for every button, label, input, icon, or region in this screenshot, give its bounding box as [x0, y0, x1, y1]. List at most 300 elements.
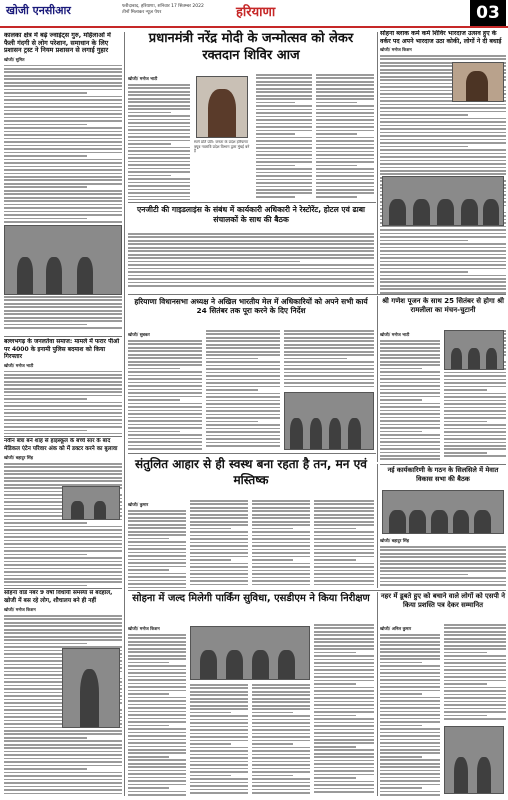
text-line — [4, 197, 122, 199]
text-line — [380, 378, 440, 380]
text-line — [4, 381, 122, 383]
text-line — [4, 75, 122, 77]
text-line — [4, 581, 122, 583]
lead-body-col2 — [256, 74, 312, 200]
text-line — [444, 624, 506, 626]
text-line — [252, 757, 310, 759]
text-line — [256, 98, 312, 100]
text-line — [252, 503, 310, 505]
text-line — [128, 410, 202, 412]
text-line — [4, 423, 122, 425]
text-line — [380, 268, 506, 270]
text-line — [4, 758, 122, 760]
text-line — [128, 552, 186, 554]
text-line — [128, 587, 186, 588]
text-line — [128, 756, 169, 758]
text-line — [380, 637, 440, 639]
text-line — [256, 140, 312, 142]
text-line — [128, 651, 186, 653]
text-line — [190, 545, 248, 547]
text-line — [128, 676, 186, 678]
story-parking-col4 — [314, 624, 374, 796]
text-line — [128, 271, 374, 273]
text-line — [380, 721, 440, 723]
text-line — [252, 549, 310, 551]
text-line — [190, 694, 248, 696]
story-body — [4, 296, 122, 329]
text-line — [444, 407, 506, 409]
text-line — [4, 169, 122, 171]
text-line — [190, 531, 248, 533]
text-line — [128, 91, 190, 93]
story-byline: खोजी/ सुमित — [4, 56, 25, 62]
text-line — [4, 578, 122, 580]
text-line — [128, 371, 202, 373]
text-line — [444, 662, 506, 664]
text-line — [284, 330, 374, 332]
text-line — [256, 88, 312, 90]
text-line — [128, 777, 186, 779]
lead-body-col3 — [316, 74, 374, 200]
text-line — [190, 757, 248, 759]
text-line — [190, 736, 248, 738]
text-line — [314, 566, 374, 568]
text-line — [4, 557, 122, 559]
text-line — [380, 773, 440, 775]
text-line — [4, 299, 122, 301]
text-line — [380, 641, 440, 643]
text-line — [128, 171, 190, 173]
text-line — [444, 372, 506, 374]
text-line — [314, 701, 374, 703]
text-line — [128, 534, 186, 536]
text-line — [380, 697, 440, 699]
text-line — [444, 379, 506, 381]
text-line — [128, 112, 171, 114]
text-line — [314, 676, 374, 678]
text-line — [256, 186, 312, 188]
text-line — [4, 82, 122, 84]
text-line — [128, 773, 186, 775]
text-line — [444, 393, 506, 395]
text-line — [314, 652, 356, 654]
text-line — [4, 155, 87, 157]
text-line — [128, 634, 186, 636]
text-line — [444, 442, 506, 444]
text-line — [4, 106, 122, 108]
text-line — [4, 193, 122, 195]
story-body — [4, 65, 122, 228]
text-line — [4, 306, 122, 308]
text-line — [252, 789, 310, 791]
text-line — [206, 435, 280, 437]
text-line — [256, 105, 312, 107]
text-line — [190, 719, 248, 721]
text-line — [128, 87, 190, 89]
text-line — [444, 648, 506, 650]
text-line — [380, 434, 440, 436]
text-line — [128, 389, 202, 391]
text-line — [252, 792, 310, 794]
text-line — [190, 743, 231, 745]
text-line — [316, 130, 374, 132]
text-line — [314, 784, 374, 786]
text-line — [128, 718, 186, 720]
text-line — [206, 410, 280, 412]
text-line — [316, 192, 374, 194]
story-ramleela-col1 — [380, 330, 440, 462]
text-line — [4, 68, 122, 70]
text-line — [190, 566, 248, 568]
text-line — [128, 182, 190, 184]
text-line — [252, 535, 310, 537]
text-line — [284, 365, 374, 367]
text-line — [380, 759, 440, 761]
text-line — [128, 375, 202, 377]
text-line — [206, 375, 280, 377]
text-line — [4, 433, 122, 434]
text-line — [128, 655, 186, 657]
text-line — [380, 271, 468, 273]
text-line — [252, 782, 310, 784]
text-line — [128, 531, 186, 533]
text-line — [314, 732, 374, 734]
text-line — [380, 651, 440, 653]
text-line — [190, 715, 248, 717]
text-line — [128, 101, 190, 103]
text-line — [380, 142, 506, 144]
text-line — [252, 584, 310, 586]
text-line — [380, 375, 440, 377]
story-headline: संतुलित आहार से ही स्वस्थ बना रहता है तन, मन एवं मस्तिष्क — [135, 457, 367, 487]
text-line — [4, 374, 122, 376]
text-line — [314, 687, 374, 689]
text-line — [380, 420, 440, 422]
text-line — [190, 542, 248, 544]
text-line — [252, 736, 310, 738]
text-line — [316, 165, 357, 167]
text-line — [256, 130, 312, 132]
text-line — [256, 102, 295, 104]
text-line — [4, 159, 122, 161]
text-line — [128, 233, 374, 235]
story-left-top — [4, 32, 122, 227]
text-line — [252, 719, 310, 721]
text-line — [206, 333, 280, 335]
text-line — [190, 684, 248, 686]
text-line — [128, 441, 202, 443]
text-line — [380, 135, 506, 137]
text-line — [380, 655, 440, 657]
text-line — [314, 666, 374, 668]
text-line — [4, 526, 122, 528]
text-line — [128, 129, 190, 131]
text-line — [206, 382, 280, 384]
text-line — [380, 121, 506, 123]
text-line — [444, 627, 506, 629]
text-line — [380, 354, 440, 356]
text-line — [4, 186, 87, 188]
text-line — [380, 250, 506, 252]
text-line — [128, 427, 202, 429]
text-line — [128, 669, 186, 671]
story-ngt-headline-box — [128, 205, 374, 231]
text-line — [190, 573, 248, 575]
lead-headline: प्रधानमंत्री नरेंद्र मोदी के जन्मोत्सव को लेकर रक्तदान शिविर आज — [148, 31, 354, 63]
text-line — [190, 510, 248, 512]
text-line — [252, 507, 310, 509]
text-line — [128, 714, 186, 716]
text-line — [128, 746, 186, 748]
text-line — [252, 747, 310, 749]
text-line — [128, 357, 202, 359]
text-line — [128, 175, 171, 177]
text-line — [128, 420, 202, 422]
text-line — [256, 154, 312, 156]
text-line — [380, 735, 440, 737]
text-line — [128, 278, 374, 280]
text-line — [380, 693, 422, 695]
text-line — [380, 118, 506, 120]
story-byline: खोजी/ मनोज किशन — [380, 47, 412, 52]
text-line — [190, 761, 248, 763]
text-line — [190, 549, 248, 551]
edition-date: फरीदाबाद, हरियाणा, शनिवार 17 सितम्बर 2022 — [122, 4, 204, 9]
text-line — [314, 655, 374, 657]
text-line — [190, 507, 248, 509]
text-line — [4, 141, 122, 143]
text-line — [314, 563, 374, 565]
text-line — [128, 350, 202, 352]
text-line — [128, 185, 190, 187]
text-line — [284, 386, 374, 388]
text-line — [316, 151, 374, 153]
text-line — [128, 672, 186, 674]
text-line — [128, 275, 374, 277]
text-line — [252, 778, 310, 780]
story-diet-headline-box — [128, 456, 374, 496]
text-line — [444, 455, 506, 457]
text-line — [4, 768, 87, 770]
section-title: हरियाणा — [236, 5, 276, 20]
text-line — [316, 95, 374, 97]
text-line — [252, 771, 310, 773]
text-line — [128, 510, 186, 512]
text-line — [128, 192, 190, 194]
text-line — [380, 567, 506, 569]
text-line — [380, 417, 440, 419]
text-line — [256, 81, 312, 83]
text-line — [380, 739, 440, 741]
story-assembly-col3 — [284, 330, 374, 390]
text-line — [314, 760, 374, 762]
text-line — [380, 560, 506, 562]
text-line — [380, 787, 422, 789]
text-line — [316, 179, 374, 181]
text-line — [4, 426, 122, 428]
text-line — [4, 176, 122, 178]
text-line — [128, 770, 186, 772]
text-line — [314, 767, 374, 769]
text-line — [444, 652, 487, 654]
text-line — [128, 268, 374, 270]
text-line — [128, 361, 202, 363]
text-line — [190, 701, 248, 703]
lead-headline-box — [128, 30, 374, 72]
text-line — [252, 538, 310, 540]
text-line — [4, 145, 122, 147]
text-line — [128, 697, 186, 699]
text-line — [252, 708, 310, 710]
text-line — [380, 240, 468, 242]
text-line — [206, 403, 280, 405]
text-line — [252, 524, 310, 526]
text-line — [316, 154, 374, 156]
text-line — [128, 438, 202, 440]
text-line — [190, 782, 248, 784]
text-line — [380, 107, 506, 109]
text-line — [380, 714, 440, 716]
text-line — [4, 166, 122, 168]
text-line — [252, 785, 310, 787]
text-line — [128, 665, 186, 667]
text-line — [190, 687, 248, 689]
text-line — [252, 694, 310, 696]
text-line — [128, 693, 169, 695]
text-line — [314, 648, 374, 650]
news-photo — [382, 176, 504, 226]
text-line — [380, 264, 506, 266]
text-line — [4, 636, 122, 638]
text-line — [4, 207, 122, 209]
text-line — [380, 236, 506, 238]
text-line — [314, 510, 374, 512]
text-line — [4, 324, 87, 326]
text-line — [380, 146, 468, 148]
text-line — [380, 679, 440, 681]
text-line — [252, 761, 310, 763]
text-line — [128, 403, 202, 405]
text-line — [380, 139, 506, 141]
text-line — [128, 739, 186, 741]
text-line — [190, 570, 248, 572]
text-line — [380, 746, 440, 748]
text-line — [4, 310, 122, 312]
text-line — [4, 214, 122, 216]
text-line — [128, 690, 186, 692]
text-line — [314, 715, 356, 717]
text-line — [128, 759, 186, 761]
story-headline: सोहना में जल्द मिलेगी पार्किंग सुविधा, एसडीएम ने किया निरीक्षण — [132, 593, 370, 604]
text-line — [284, 340, 374, 342]
story-body — [4, 371, 122, 435]
story-parking-col3 — [252, 684, 310, 796]
text-line — [380, 247, 506, 249]
edition-note: तीनों मिलाकर न्यूज़ पेपर — [122, 10, 162, 15]
text-line — [128, 434, 202, 436]
photo-caption: स्वर्ग प्रति प्रति: जनता के प्रदेश हरियाणा क्यूब नवरात्रि प्रदेश विभाग द्वारा मुंबई बने है — [194, 140, 250, 154]
edition-info — [122, 4, 232, 16]
text-line — [380, 254, 506, 256]
text-line — [128, 520, 186, 522]
text-line — [206, 389, 258, 391]
text-line — [128, 150, 190, 152]
text-line — [128, 679, 186, 681]
text-line — [4, 779, 122, 781]
text-line — [128, 143, 171, 145]
text-line — [4, 200, 122, 202]
text-line — [316, 158, 374, 160]
text-line — [380, 357, 440, 359]
text-line — [380, 403, 440, 405]
text-line — [316, 137, 374, 139]
text-line — [190, 789, 248, 791]
text-line — [444, 701, 506, 703]
text-line — [4, 522, 87, 524]
story-assembly-col1 — [128, 330, 202, 450]
text-line — [380, 763, 440, 765]
text-line — [314, 638, 374, 640]
text-line — [256, 123, 312, 125]
text-line — [380, 257, 506, 259]
text-line — [4, 131, 122, 133]
text-line — [380, 173, 506, 175]
text-line — [444, 687, 506, 689]
text-line — [128, 126, 190, 128]
text-line — [316, 123, 374, 125]
text-line — [380, 163, 506, 165]
story-headline: एनजीटी की गाइडलाइंस के संबंध में कार्यकारी अधिकारी ने रेस्टोरेंट, होटल एवं ढाबा संचालकों के साथ की बैठक — [136, 205, 366, 224]
text-line — [128, 136, 190, 138]
text-line — [128, 562, 186, 564]
text-line — [444, 669, 506, 671]
text-line — [444, 421, 487, 423]
text-line — [252, 556, 310, 558]
text-line — [4, 554, 87, 556]
text-line — [284, 379, 374, 381]
text-line — [206, 358, 258, 360]
text-line — [380, 58, 506, 60]
text-line — [206, 340, 280, 342]
text-line — [380, 128, 506, 130]
text-line — [380, 441, 440, 443]
text-line — [4, 179, 122, 181]
text-line — [4, 371, 122, 373]
text-line — [206, 431, 280, 433]
text-line — [256, 158, 312, 160]
text-line — [206, 393, 280, 395]
text-line — [190, 521, 248, 523]
text-line — [380, 261, 506, 263]
text-line — [380, 458, 440, 460]
text-line — [256, 147, 312, 149]
text-line — [4, 402, 122, 404]
story-headline: कालका क्षेत्र में बढ़े ज्वाइंट्स गुरु, महिलाओं में फैली गंदगी से लोग परेशान, समाधान के लिए प्रशासन ट्रस्ट ने नियम प्रशासन से लगाई गुहार — [4, 32, 111, 54]
text-line — [128, 236, 374, 238]
text-line — [444, 673, 506, 675]
text-line — [128, 133, 190, 135]
text-line — [444, 683, 487, 685]
text-line — [444, 666, 506, 668]
text-line — [190, 538, 248, 540]
text-line — [444, 634, 506, 636]
text-line — [380, 700, 440, 702]
text-line — [256, 196, 295, 198]
text-line — [128, 517, 186, 519]
text-line — [4, 416, 122, 418]
text-line — [256, 84, 312, 86]
text-line — [444, 445, 506, 447]
